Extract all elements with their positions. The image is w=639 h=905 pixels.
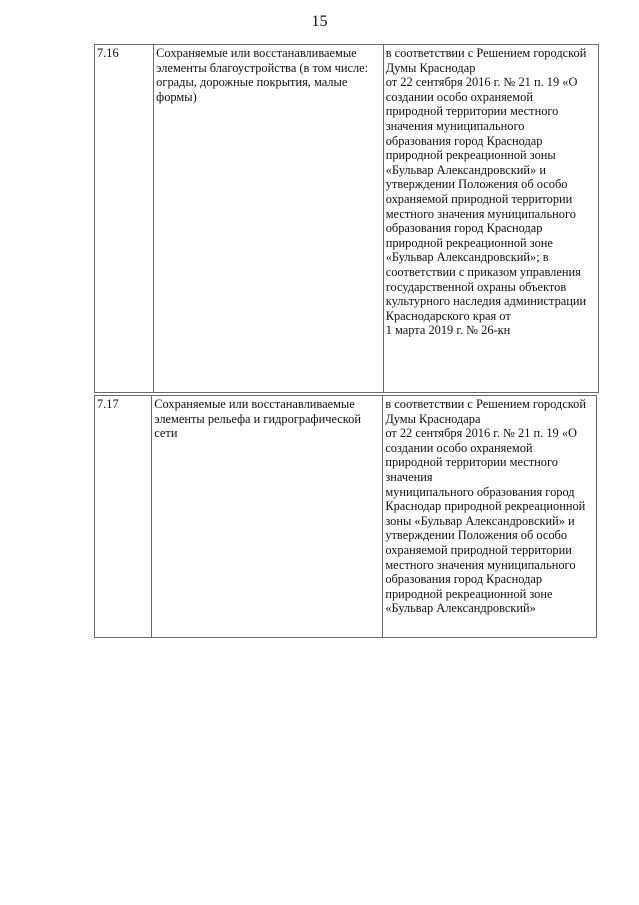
item-basis-line: местного значения муниципального (385, 206, 576, 221)
item-basis-line: 1 марта 2019 г. № 26-кн (385, 323, 511, 338)
item-basis-cell (383, 45, 598, 393)
page-number: 15 (311, 13, 328, 30)
item-basis-line: природной рекреационной зоне (385, 586, 553, 601)
item-basis-line: местного значения муниципального (385, 557, 576, 572)
item-basis-line: культурного наследия администрации (385, 294, 587, 309)
item-basis-line: в соответствии с Решением городской (385, 397, 586, 411)
item-basis-line: Краснодарского края от (385, 308, 511, 323)
item-basis-line: значения (385, 469, 433, 484)
item-basis-line: в соответствии с Решением городской (385, 46, 587, 60)
item-basis-line: Думы Краснодар (385, 60, 476, 75)
item-name-cell (152, 396, 383, 638)
item-basis-line: муниципального образования город (385, 484, 575, 499)
item-basis-line: образования город Краснодар (385, 133, 543, 148)
requirements-table-row-7-16 (94, 44, 599, 393)
item-basis-line: природной рекреационной зоне (385, 235, 553, 250)
item-basis-line: от 22 сентября 2016 г. № 21 п. 19 «О (385, 75, 578, 90)
item-name-line: ограды, дорожные покрытия, малые (156, 75, 348, 90)
table-row (95, 396, 597, 638)
item-number: 7.16 (97, 46, 119, 60)
item-name-line: элементы рельефа и гидрографической (154, 411, 361, 426)
item-name-line: Сохраняемые или восстанавливаемые (156, 46, 357, 60)
item-basis-line: природной территории местного (385, 104, 559, 119)
item-name-line: Сохраняемые или восстанавливаемые (154, 397, 355, 411)
item-basis-line: Краснодар природной рекреационной (385, 499, 586, 514)
item-basis-line: природной рекреационной зоны (385, 148, 556, 163)
item-basis-line: образования город Краснодар (385, 221, 543, 236)
requirements-table-row-7-17 (94, 395, 597, 638)
item-basis-cell (383, 396, 597, 638)
item-number-cell (95, 45, 154, 393)
item-basis-line: создании особо охраняемой (385, 440, 533, 455)
item-basis-line: Думы Краснодара (385, 411, 481, 426)
item-basis-line: утверждении Положения об особо (385, 528, 568, 543)
item-basis-line: утверждении Положения об особо (385, 177, 568, 192)
item-basis-line: «Бульвар Александровский» (385, 601, 536, 616)
table-row (95, 45, 599, 393)
item-basis-line: значения муниципального (385, 118, 525, 133)
item-basis-line: создании особо охраняемой (385, 89, 533, 104)
item-basis-line: «Бульвар Александровский» и (385, 162, 546, 177)
item-basis-line: охраняемой природной территории (385, 542, 572, 557)
item-basis-line: зоны «Бульвар Александровский» и (385, 513, 575, 528)
item-basis-line: «Бульвар Александровский»; в (385, 250, 549, 265)
item-name-cell (154, 45, 384, 393)
item-number-cell (95, 396, 152, 638)
item-name-line: формы) (156, 89, 197, 104)
item-name-line: сети (154, 426, 178, 441)
item-basis-line: природной территории местного (385, 455, 558, 470)
item-number: 7.17 (97, 397, 119, 411)
item-basis-line: охраняемой природной территории (385, 191, 573, 206)
item-basis-line: государственной охраны объектов (385, 279, 567, 294)
item-name-line: элементы благоустройства (в том числе: (156, 60, 369, 75)
item-basis-line: от 22 сентября 2016 г. № 21 п. 19 «О (385, 426, 577, 441)
item-basis-line: соответствии с приказом управления (385, 264, 581, 279)
item-basis-line: образования город Краснодар (385, 572, 543, 587)
